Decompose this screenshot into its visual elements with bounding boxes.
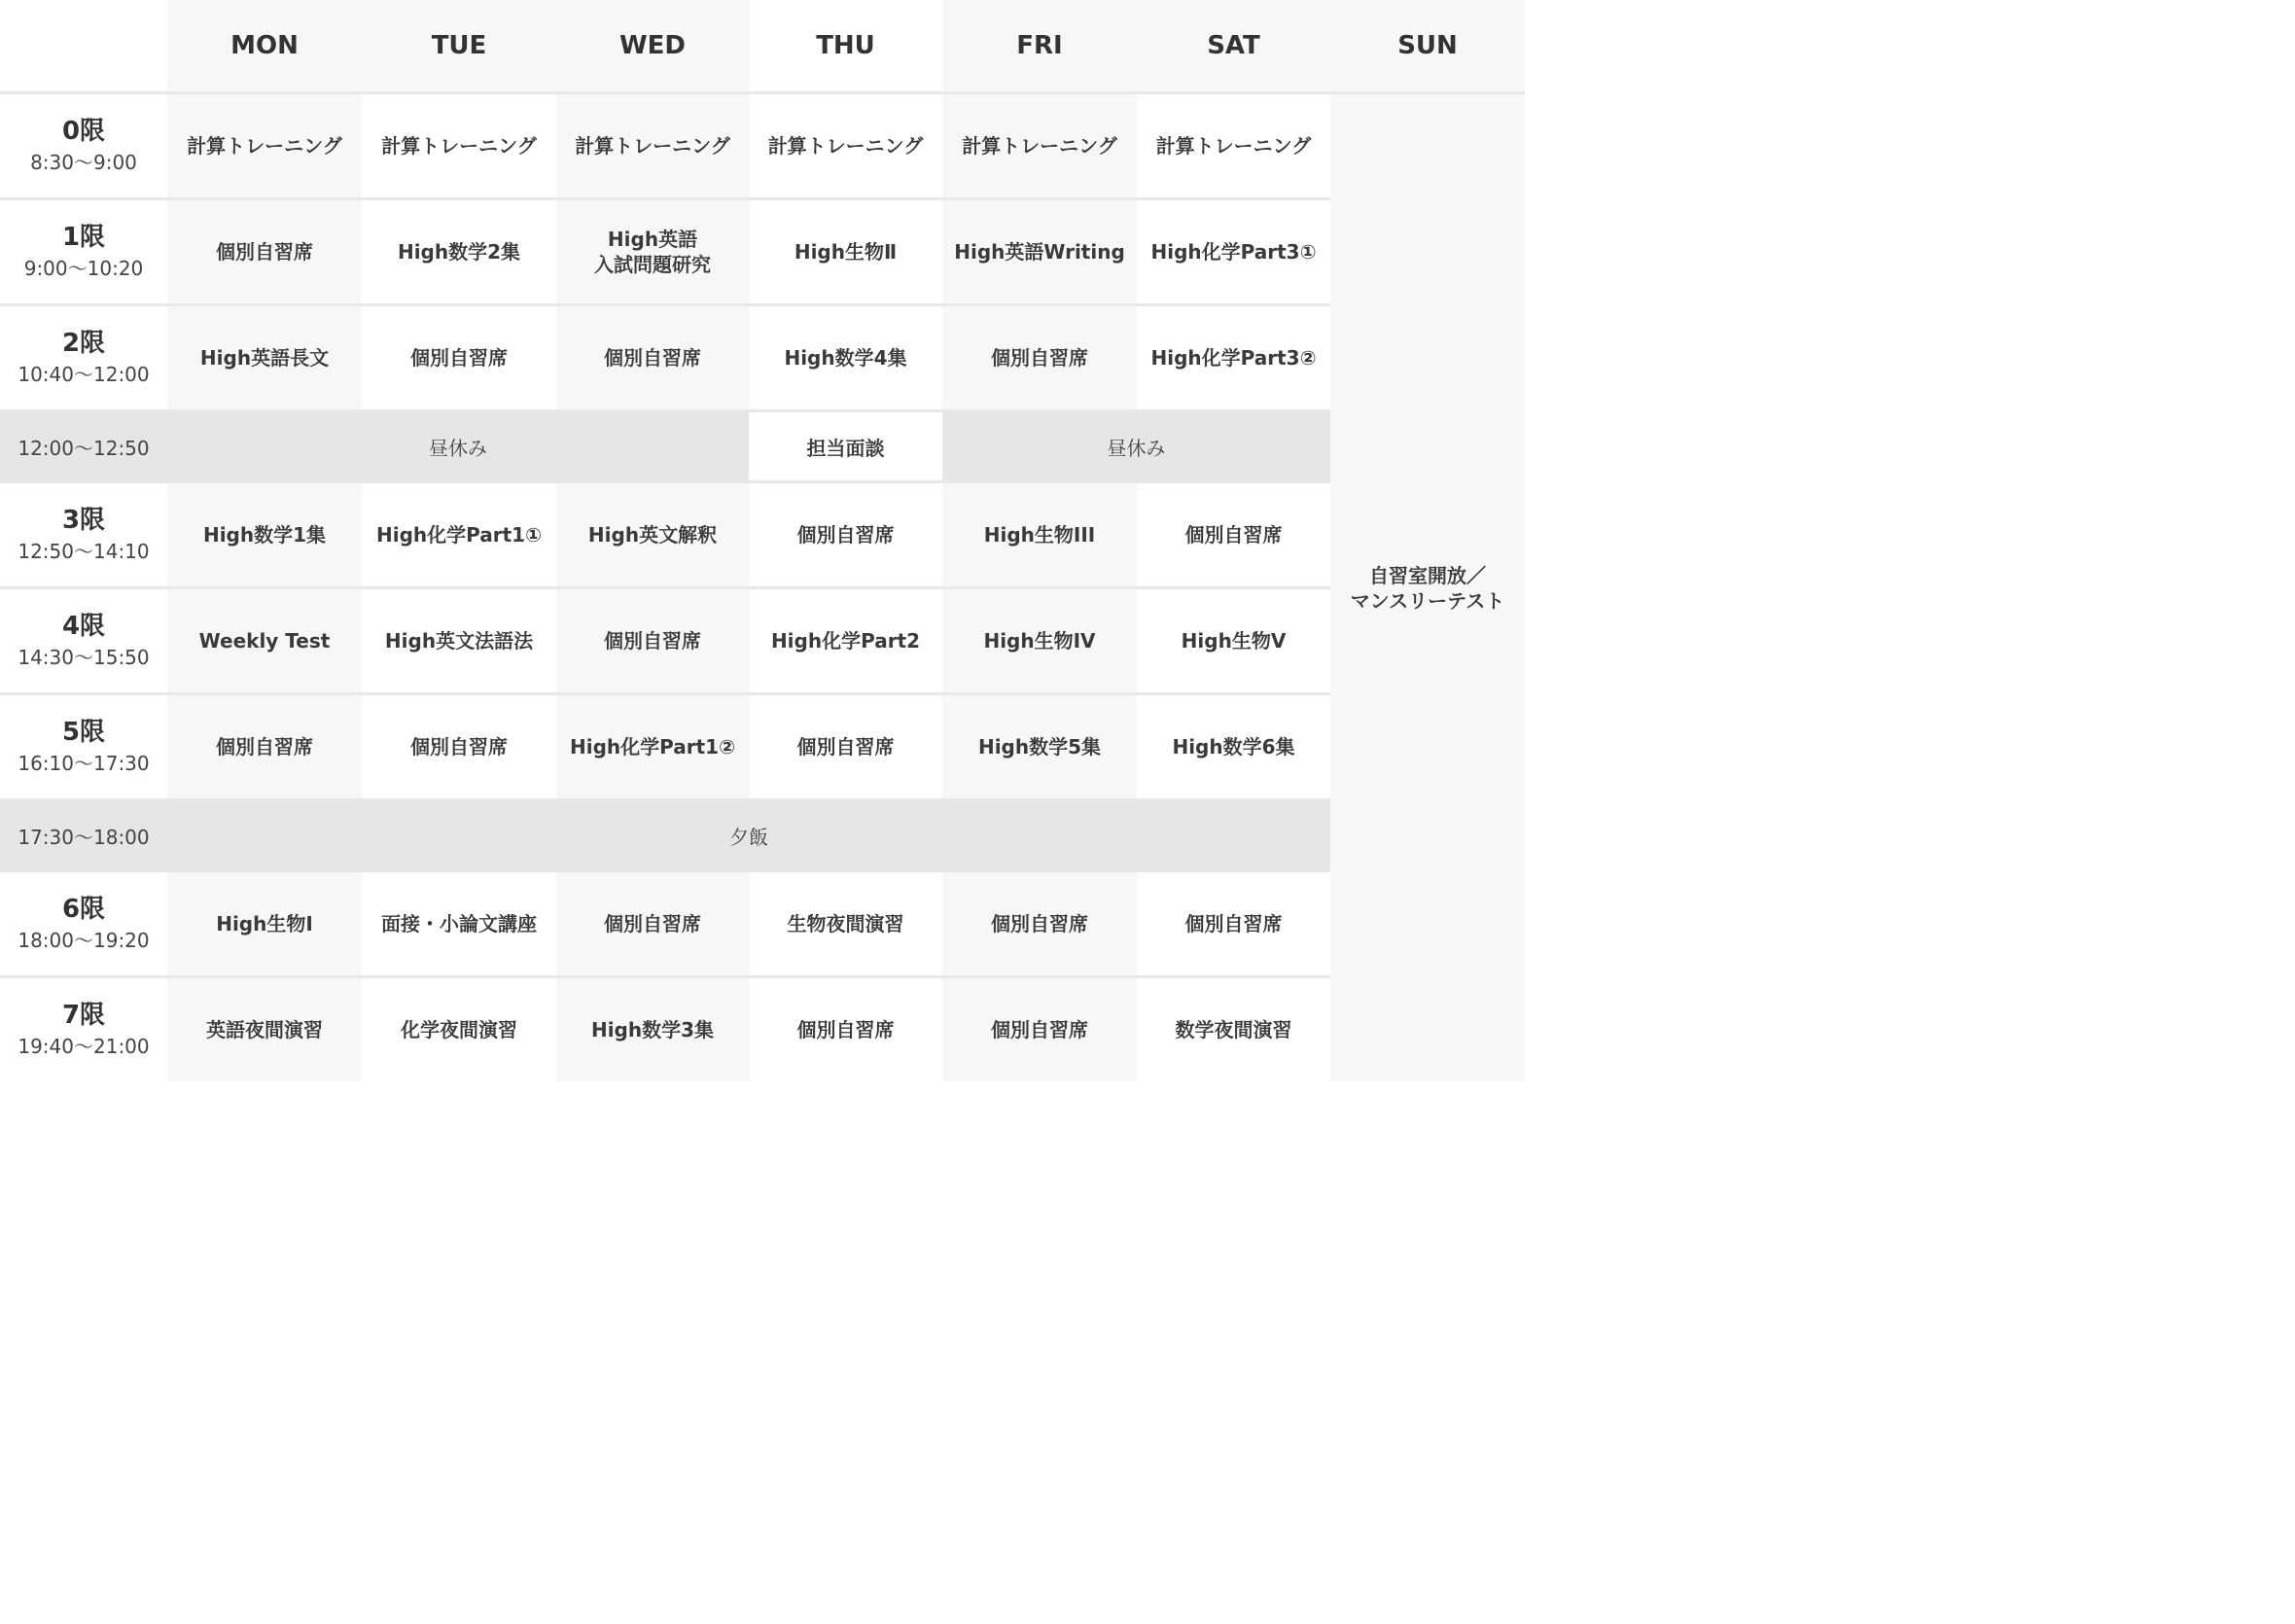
period-time: 14:30〜15:50	[18, 646, 150, 669]
dinner-break: 夕飯	[167, 801, 1330, 869]
class-name: 個別自習席	[991, 912, 1088, 936]
class-cell	[556, 200, 749, 303]
class-name: 個別自習席	[216, 240, 313, 264]
period-label	[0, 94, 167, 197]
period-time: 16:10〜17:30	[18, 752, 150, 775]
class-cell	[167, 200, 362, 303]
day-header-fri: FRI	[942, 0, 1137, 91]
class-cell	[749, 978, 942, 1081]
class-name: High数学6集	[1172, 735, 1295, 759]
class-name: High英文解釈	[587, 523, 718, 547]
period-label	[0, 483, 167, 586]
period-number: 3限	[61, 506, 106, 535]
class-cell	[942, 872, 1137, 975]
class-cell	[556, 695, 749, 798]
class-cell	[1137, 200, 1330, 303]
class-name: 個別自習席	[604, 629, 701, 653]
day-header-wed: WED	[556, 0, 749, 91]
class-name: 個別自習席	[1184, 912, 1283, 936]
class-cell	[167, 978, 362, 1081]
class-name: High英文法語法	[384, 629, 534, 653]
class-cell	[362, 872, 556, 975]
class-name: High化学Part1②	[569, 735, 736, 759]
class-name: High生物Ⅱ	[794, 240, 898, 264]
sunday-open-study-room	[1330, 94, 1525, 1081]
class-name: High化学Part2	[770, 629, 921, 653]
class-name: High生物III	[983, 523, 1096, 547]
class-name: 計算トレーニング	[575, 134, 730, 158]
class-cell	[1137, 872, 1330, 975]
class-name: High英語長文	[199, 346, 330, 370]
day-header-tue: TUE	[362, 0, 556, 91]
class-cell	[942, 589, 1137, 692]
class-cell	[167, 589, 362, 692]
class-cell	[556, 589, 749, 692]
class-cell	[942, 695, 1137, 798]
class-cell	[942, 200, 1137, 303]
period-label	[0, 200, 167, 303]
class-name: 個別自習席	[410, 735, 508, 759]
class-cell	[1137, 589, 1330, 692]
class-name: 個別自習席	[216, 735, 313, 759]
class-cell	[749, 200, 942, 303]
class-cell	[942, 306, 1137, 409]
period-number: 6限	[61, 895, 106, 924]
class-name: High数学1集	[202, 523, 327, 547]
class-cell	[942, 483, 1137, 586]
class-name: High化学Part3①	[1150, 240, 1317, 264]
period-number: 7限	[61, 1001, 106, 1030]
period-time: 8:30〜9:00	[30, 151, 137, 174]
class-name: High生物Ⅴ	[1181, 629, 1287, 653]
class-cell	[556, 872, 749, 975]
timetable-corner	[0, 0, 167, 91]
class-name: 計算トレーニング	[187, 134, 342, 158]
thursday-meeting: 担当面談	[749, 412, 942, 480]
class-name: High英語 入試問題研究	[594, 228, 711, 276]
period-label	[0, 589, 167, 692]
class-cell	[749, 872, 942, 975]
period-number: 5限	[61, 718, 106, 747]
class-name: 個別自習席	[796, 735, 895, 759]
weekly-timetable	[0, 0, 1525, 1079]
class-cell	[362, 483, 556, 586]
class-cell	[167, 483, 362, 586]
sunday-label: 自習室開放／ マンスリーテスト	[1350, 563, 1505, 613]
period-time: 9:00〜10:20	[23, 257, 144, 280]
class-cell	[362, 978, 556, 1081]
class-name: 面接・小論文講座	[381, 912, 537, 936]
period-label	[0, 872, 167, 975]
class-cell	[556, 94, 749, 197]
day-header-mon: MON	[167, 0, 362, 91]
class-name: High数学5集	[977, 735, 1102, 759]
class-cell	[749, 306, 942, 409]
class-cell	[942, 94, 1137, 197]
class-name: 個別自習席	[991, 346, 1088, 370]
class-cell	[362, 306, 556, 409]
class-cell	[1137, 483, 1330, 586]
period-number: 4限	[61, 612, 106, 641]
class-name: High数学2集	[397, 240, 521, 264]
class-name: 個別自習席	[796, 523, 895, 547]
period-number: 0限	[61, 117, 106, 146]
class-name: High英語Writing	[954, 240, 1125, 264]
class-name: 個別自習席	[1184, 523, 1283, 547]
day-header-thu: THU	[749, 0, 942, 91]
class-name: 計算トレーニング	[1155, 134, 1312, 158]
class-cell	[556, 978, 749, 1081]
period-label	[0, 306, 167, 409]
class-name: 個別自習席	[410, 346, 508, 370]
class-cell	[362, 589, 556, 692]
class-cell	[167, 306, 362, 409]
period-label	[0, 695, 167, 798]
dinner-time: 17:30〜18:00	[0, 801, 167, 869]
class-name: 英語夜間演習	[206, 1018, 323, 1041]
class-cell	[556, 483, 749, 586]
class-name: High数学4集	[784, 346, 907, 370]
class-cell	[1137, 306, 1330, 409]
class-name: 個別自習席	[796, 1018, 895, 1041]
class-cell	[556, 306, 749, 409]
class-name: 計算トレーニング	[962, 134, 1117, 158]
class-cell	[749, 483, 942, 586]
period-time: 12:50〜14:10	[18, 540, 150, 563]
class-cell	[167, 872, 362, 975]
class-cell	[1137, 94, 1330, 197]
period-label	[0, 978, 167, 1081]
period-number: 2限	[61, 329, 106, 358]
class-name: High化学Part3②	[1150, 346, 1317, 370]
class-cell	[1137, 695, 1330, 798]
class-cell	[749, 94, 942, 197]
period-time: 10:40〜12:00	[18, 363, 150, 386]
lunch-break-left: 昼休み	[167, 412, 749, 480]
class-name: High生物Ⅰ	[216, 912, 313, 936]
class-name: Weekly Test	[198, 629, 331, 653]
class-cell	[362, 200, 556, 303]
lunch-time: 12:00〜12:50	[0, 412, 167, 480]
class-name: High生物IV	[983, 629, 1096, 653]
class-name: 生物夜間演習	[787, 912, 904, 936]
class-cell	[362, 695, 556, 798]
class-cell	[167, 695, 362, 798]
class-name: 化学夜間演習	[401, 1018, 517, 1041]
class-name: High化学Part1①	[375, 523, 543, 547]
class-name: 個別自習席	[604, 912, 701, 936]
period-time: 19:40〜21:00	[18, 1035, 150, 1058]
class-name: 数学夜間演習	[1175, 1018, 1292, 1041]
day-header-sat: SAT	[1137, 0, 1330, 91]
lunch-break-right: 昼休み	[942, 412, 1330, 480]
class-cell	[749, 695, 942, 798]
class-cell	[167, 94, 362, 197]
class-name: 個別自習席	[991, 1018, 1088, 1041]
class-name: 個別自習席	[604, 346, 701, 370]
period-time: 18:00〜19:20	[18, 929, 150, 952]
day-header-sun: SUN	[1330, 0, 1525, 91]
class-cell	[749, 589, 942, 692]
class-cell	[942, 978, 1137, 1081]
class-name: High数学3集	[590, 1018, 715, 1041]
class-name: 計算トレーニング	[767, 134, 924, 158]
class-cell	[1137, 978, 1330, 1081]
class-cell	[362, 94, 556, 197]
period-number: 1限	[61, 223, 106, 252]
class-name: 計算トレーニング	[381, 134, 537, 158]
